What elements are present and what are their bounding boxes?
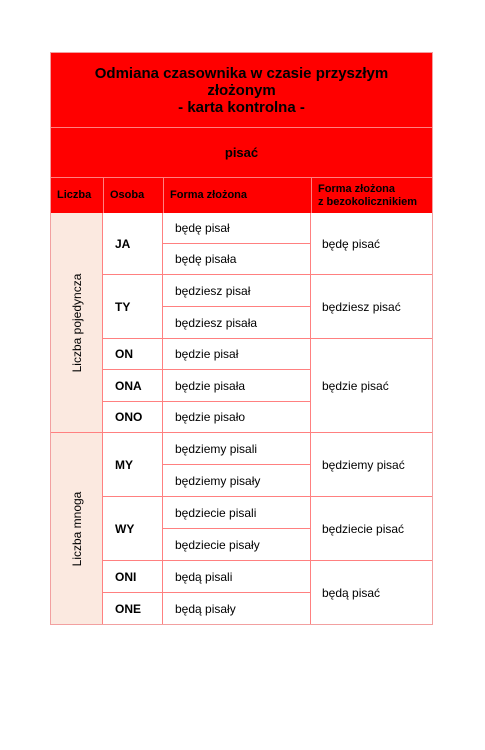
infinitive-form-cell: będziesz pisać [311,275,432,339]
form-cell: będziesz pisała [163,307,311,339]
infinitive-form-cell: będę pisać [311,213,432,275]
form-cell: będziemy pisały [163,465,311,497]
group-label-plural: Liczba mnoga [69,491,84,566]
person-cell: WY [103,497,163,561]
infinitive-form-cell: będzie pisać [311,339,432,433]
header-forma-bezokolicznik [311,178,432,213]
form-cell: będzie pisała [163,370,311,402]
group-singular [51,213,103,433]
form-cell: będą pisały [163,593,311,624]
header-osoba: Osoba [103,178,163,213]
title-line-3: - karta kontrolna - [178,98,305,116]
form-cell: będę pisała [163,244,311,275]
infinitive-form-cell: będziemy pisać [311,433,432,497]
form-cell: będziesz pisał [163,275,311,307]
header-liczba: Liczba [57,189,92,201]
conjugation-card [50,52,433,625]
title-line-1: Odmiana czasownika w czasie przyszłym [94,64,389,82]
person-cell: ONI [103,561,163,593]
group-label-singular: Liczba pojedyncza [69,273,84,372]
form-cell: będziecie pisali [163,497,311,529]
form-cell: będzie pisał [163,339,311,370]
person-cell: ONA [103,370,163,402]
form-cell: będę pisał [163,213,311,244]
person-cell: MY [103,433,163,497]
form-cell: będzie pisało [163,402,311,433]
person-cell: JA [103,213,163,275]
card-title [51,53,432,128]
infinitive-form-cell: będziecie pisać [311,497,432,561]
form-cell: będą pisali [163,561,311,593]
title-line-2: złożonym [207,81,276,99]
table-body [51,213,432,624]
header-bez-line-1: Forma złożona [318,182,396,195]
group-plural [51,433,103,624]
infinitive-form-cell: będą pisać [311,561,432,624]
form-cell: będziecie pisały [163,529,311,561]
person-cell: ON [103,339,163,370]
person-cell: TY [103,275,163,339]
person-cell: ONE [103,593,163,624]
person-cell: ONO [103,402,163,433]
header-forma: Forma złożona [163,178,311,213]
verb-label: pisać [51,128,432,178]
form-cell: będziemy pisali [163,433,311,465]
header-bez-line-2: z bezokolicznikiem [318,195,418,208]
